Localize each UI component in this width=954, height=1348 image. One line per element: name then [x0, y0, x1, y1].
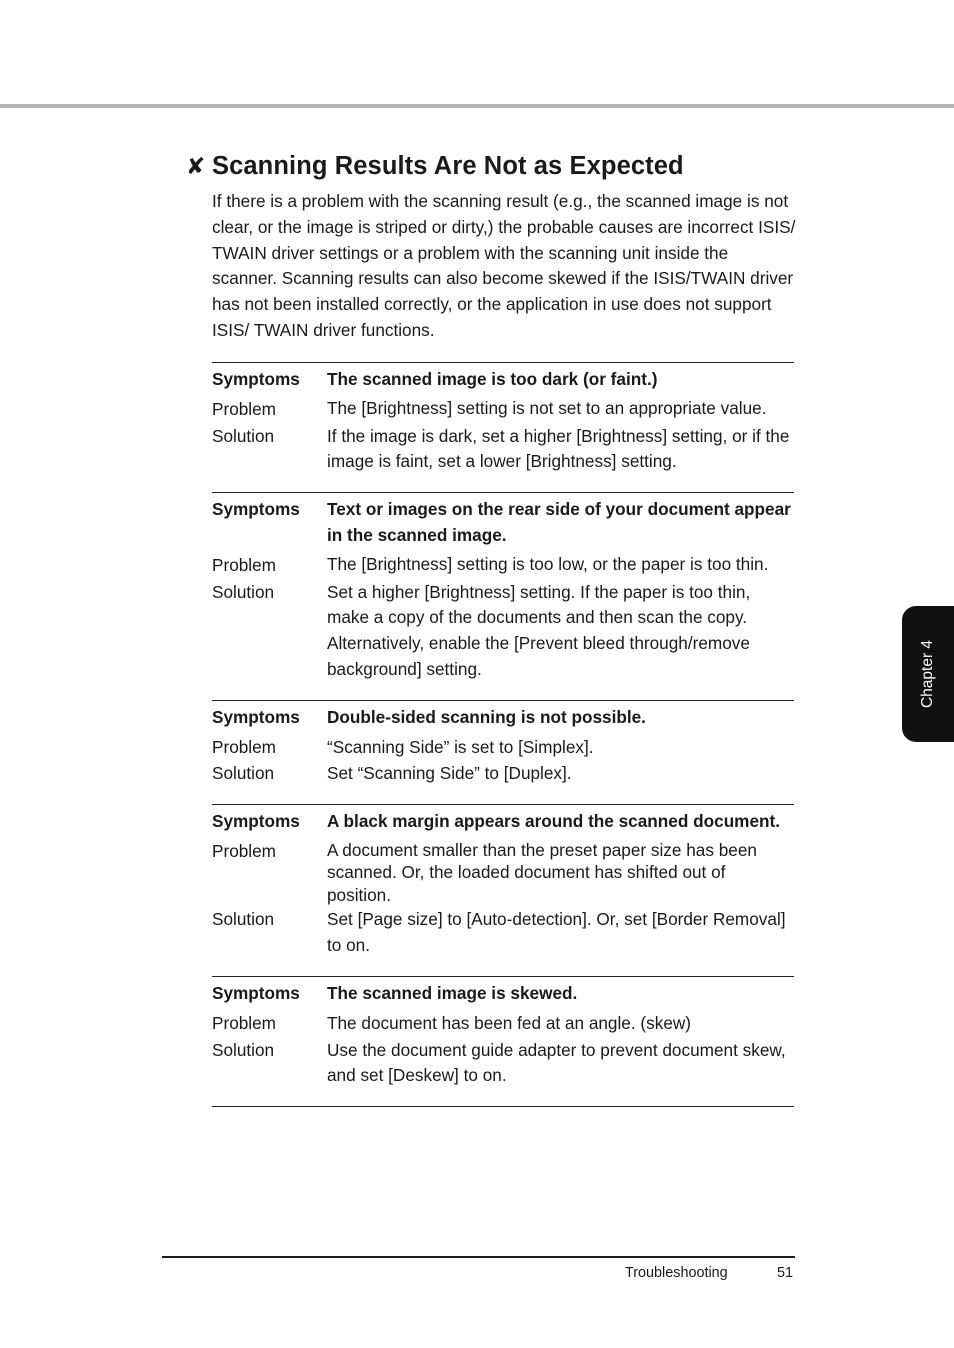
symptom-row	[212, 367, 794, 393]
symptom-text: The scanned image is too dark (or faint.)	[327, 369, 658, 389]
solution-row	[212, 761, 794, 787]
footer-section-name: Troubleshooting	[625, 1265, 728, 1281]
symptom-block	[212, 804, 794, 976]
solution-text: Set a higher [Brightness] setting. If the paper is too thin, make a copy of the documents and then scan the copy. Alternatively, enable the [Prevent bleed through/remove background] setting.	[327, 581, 751, 679]
section-heading	[186, 149, 684, 183]
problem-text: The [Brightness] setting is too low, or the paper is too thin.	[327, 553, 769, 574]
symptom-text: Double-sided scanning is not possible.	[327, 706, 646, 727]
problem-text: The [Brightness] setting is not set to an appropriate value.	[327, 397, 767, 418]
symptoms-label: Symptoms	[212, 983, 300, 1004]
symptom-text: The scanned image is skewed.	[327, 983, 578, 1004]
symptom-row	[212, 809, 794, 835]
page-title: Scanning Results Are Not as Expected	[212, 152, 684, 180]
symptom-row	[212, 497, 794, 549]
symptom-text: A black margin appears around the scanned document.	[327, 811, 781, 832]
solution-row	[212, 907, 794, 959]
solution-row	[212, 580, 794, 683]
chapter-tab	[902, 606, 954, 742]
symptom-text: Text or images on the rear side of your document appear in the scanned image.	[327, 499, 791, 545]
solution-label: Solution	[212, 909, 275, 930]
problem-row	[212, 553, 794, 579]
symptom-block	[212, 700, 794, 804]
footer-divider	[162, 1256, 795, 1258]
cross-mark-icon: ✘	[186, 153, 206, 179]
problem-text: A document smaller than the preset paper size has been scanned. Or, the loaded document has shifted out of position.	[327, 839, 757, 905]
symptom-row	[212, 981, 794, 1007]
symptoms-label: Symptoms	[212, 369, 300, 389]
chapter-tab-label: Chapter 4	[919, 639, 936, 709]
solution-label: Solution	[212, 581, 275, 602]
solution-row	[212, 424, 794, 476]
symptoms-label: Symptoms	[212, 811, 300, 832]
solution-label: Solution	[212, 1039, 275, 1060]
problem-text: The document has been fed at an angle. (skew)	[327, 1012, 692, 1033]
problem-row	[212, 839, 794, 907]
problem-label: Problem	[212, 840, 276, 861]
intro-paragraph: If there is a problem with the scanning result (e.g., the scanned image is not clear, or the image is striped or dirty,) the probable causes are incorrect ISIS/ TWAIN driver settings or a problem with the scanning unit inside the scanner. Scanning results can also become skewed if the ISIS/TWAIN driver has not been installed correctly, or the application in use does not support ISIS/ TWAIN driver functions.	[212, 191, 796, 340]
top-divider	[0, 104, 954, 108]
symptoms-label: Symptoms	[212, 706, 300, 727]
troubleshooting-table	[212, 362, 794, 1107]
solution-text: Set “Scanning Side” to [Duplex].	[327, 763, 572, 784]
symptoms-label: Symptoms	[212, 499, 300, 520]
solution-text: If the image is dark, set a higher [Brightness] setting, or if the image is faint, set a lower [Brightness] setting.	[327, 425, 790, 472]
problem-text: “Scanning Side” is set to [Simplex].	[327, 736, 594, 757]
symptom-block	[212, 492, 794, 700]
solution-label: Solution	[212, 425, 275, 446]
problem-label: Problem	[212, 554, 276, 575]
problem-label: Problem	[212, 736, 276, 757]
solution-label: Solution	[212, 763, 275, 784]
problem-row	[212, 1011, 794, 1037]
page-number: 51	[777, 1265, 794, 1281]
symptom-block	[212, 362, 794, 492]
problem-row	[212, 397, 794, 423]
symptom-block	[212, 976, 794, 1107]
solution-text: Use the document guide adapter to prevent document skew, and set [Deskew] to on.	[327, 1039, 786, 1086]
symptom-row	[212, 705, 794, 731]
problem-label: Problem	[212, 398, 276, 419]
problem-row	[212, 735, 794, 761]
problem-label: Problem	[212, 1012, 276, 1033]
solution-text: Set [Page size] to [Auto-detection]. Or, set [Border Removal] to on.	[327, 909, 786, 956]
solution-row	[212, 1038, 794, 1090]
